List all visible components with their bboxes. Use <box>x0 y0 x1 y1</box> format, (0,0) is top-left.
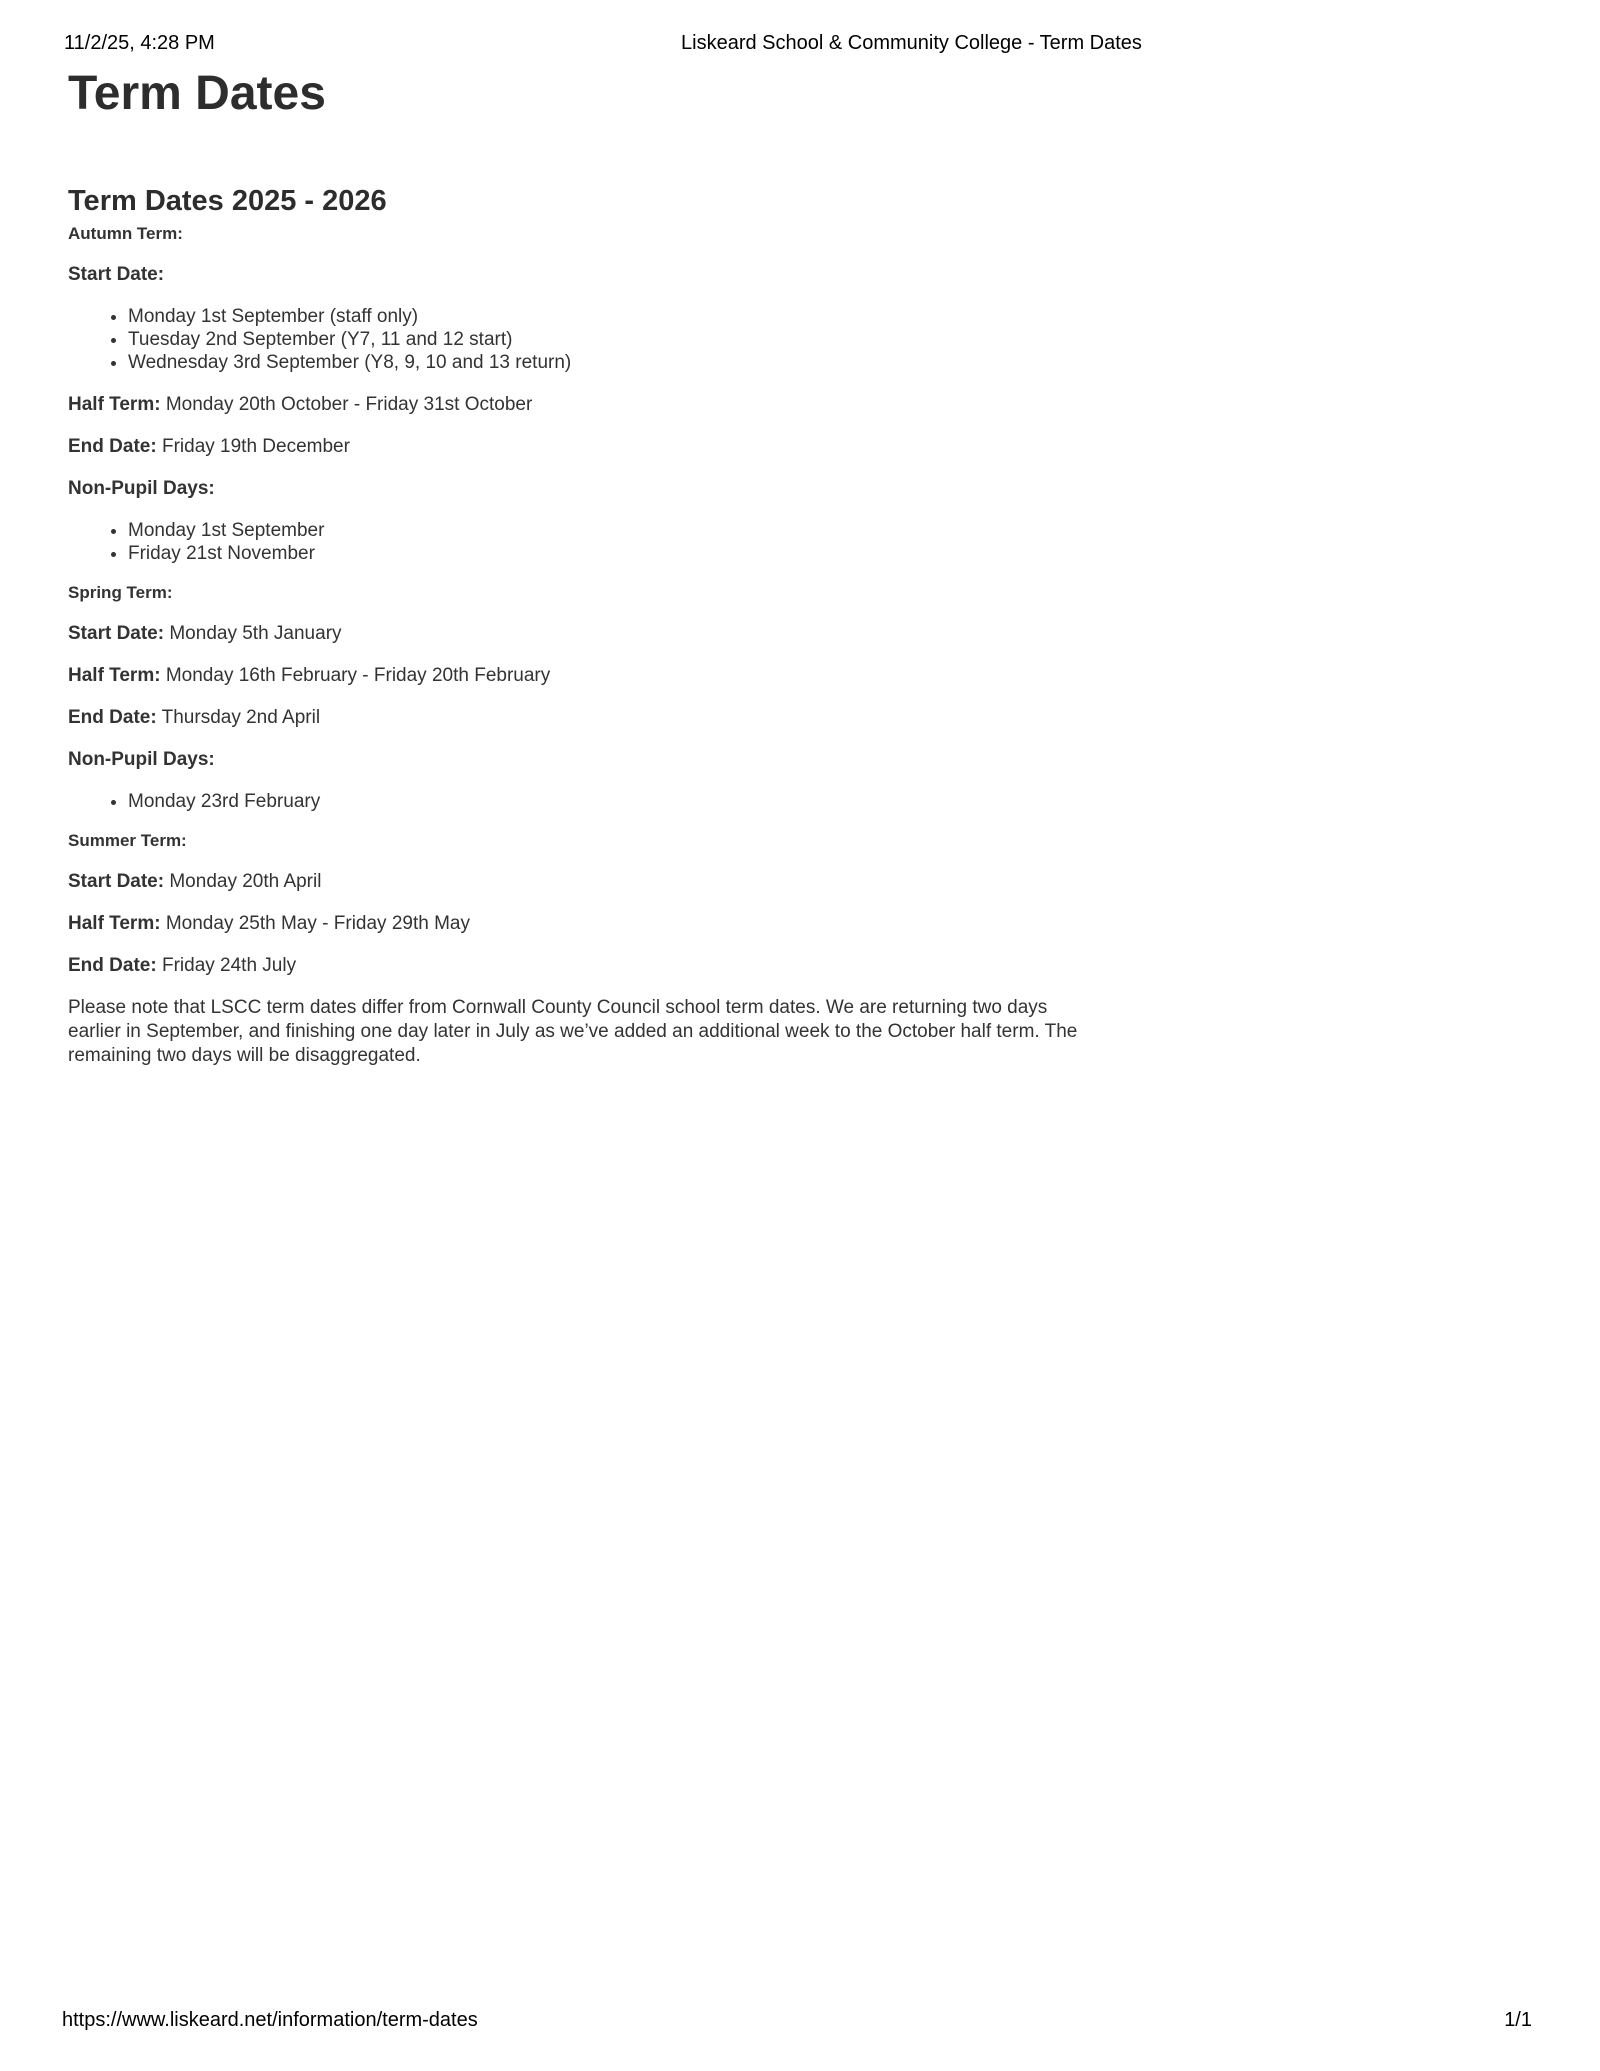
spring-non-pupil-row <box>68 748 1136 771</box>
summer-start-date-value: Monday 20th April <box>169 871 322 892</box>
summer-term-label: Summer Term: <box>68 831 187 850</box>
term-dates-note <box>68 996 1136 1068</box>
print-footer-url: https://www.liskeard.net/information/term-dates <box>62 2009 478 2031</box>
spring-half-term-label: Half Term: <box>68 665 161 686</box>
summer-end-date-value: Friday 24th July <box>161 955 297 976</box>
spring-half-term-value: Monday 16th February - Friday 20th February <box>165 665 551 686</box>
autumn-half-term-value: Monday 20th October - Friday 31st October <box>165 394 533 415</box>
document-content <box>68 0 1136 1068</box>
note-line: remaining two days will be disaggregated. <box>68 1045 421 1066</box>
print-footer-page-indicator: 1/1 <box>1504 2009 1532 2031</box>
print-header-doc-title: Liskeard School & Community College - Term Dates <box>681 32 1142 54</box>
summer-start-date-label: Start Date: <box>68 871 165 892</box>
spring-start-date-label: Start Date: <box>68 623 165 644</box>
autumn-end-date-row <box>68 435 1136 458</box>
summer-end-date-row <box>68 954 1136 977</box>
list-item: • Monday 23rd February <box>128 790 1136 813</box>
summer-half-term-value: Monday 25th May - Friday 29th May <box>165 913 470 934</box>
spring-end-date-row <box>68 706 1136 729</box>
autumn-non-pupil-row <box>68 477 1136 500</box>
note-line: Please note that LSCC term dates differ from Cornwall County Council school term dates. We are returning two days <box>68 997 1048 1018</box>
summer-start-date-row <box>68 870 1136 893</box>
list-item: • Monday 1st September (staff only) <box>128 305 1136 328</box>
autumn-half-term-label: Half Term: <box>68 394 161 415</box>
spring-end-date-label: End Date: <box>68 707 157 728</box>
autumn-start-date-row <box>68 263 1136 286</box>
autumn-half-term-row <box>68 393 1136 416</box>
page-title: Term Dates <box>68 67 326 120</box>
spring-non-pupil-list <box>68 790 1136 813</box>
autumn-non-pupil-label: Non-Pupil Days: <box>68 478 215 499</box>
summer-half-term-row <box>68 912 1136 935</box>
autumn-term-label: Autumn Term: <box>68 224 183 243</box>
list-item: • Tuesday 2nd September (Y7, 11 and 12 start) <box>128 328 1136 351</box>
spring-end-date-value: Thursday 2nd April <box>161 707 321 728</box>
note-line: earlier in September, and finishing one day later in July as we’ve added an additional week to the October half term. The <box>68 1021 1078 1042</box>
autumn-non-pupil-list <box>68 519 1136 565</box>
list-item: • Wednesday 3rd September (Y8, 9, 10 and 13 return) <box>128 351 1136 374</box>
section-heading: Term Dates 2025 - 2026 <box>68 185 387 217</box>
print-header-datetime: 11/2/25, 4:28 PM <box>64 32 215 54</box>
spring-non-pupil-label: Non-Pupil Days: <box>68 749 215 770</box>
spring-start-date-value: Monday 5th January <box>169 623 342 644</box>
summer-end-date-label: End Date: <box>68 955 157 976</box>
summer-half-term-label: Half Term: <box>68 913 161 934</box>
spring-start-date-row <box>68 622 1136 645</box>
autumn-start-date-label: Start Date: <box>68 264 165 285</box>
autumn-start-dates-list <box>68 305 1136 374</box>
list-item: • Friday 21st November <box>128 542 1136 565</box>
spring-half-term-row <box>68 664 1136 687</box>
spring-term-label: Spring Term: <box>68 583 173 602</box>
autumn-end-date-value: Friday 19th December <box>161 436 350 457</box>
autumn-end-date-label: End Date: <box>68 436 157 457</box>
list-item: • Monday 1st September <box>128 519 1136 542</box>
